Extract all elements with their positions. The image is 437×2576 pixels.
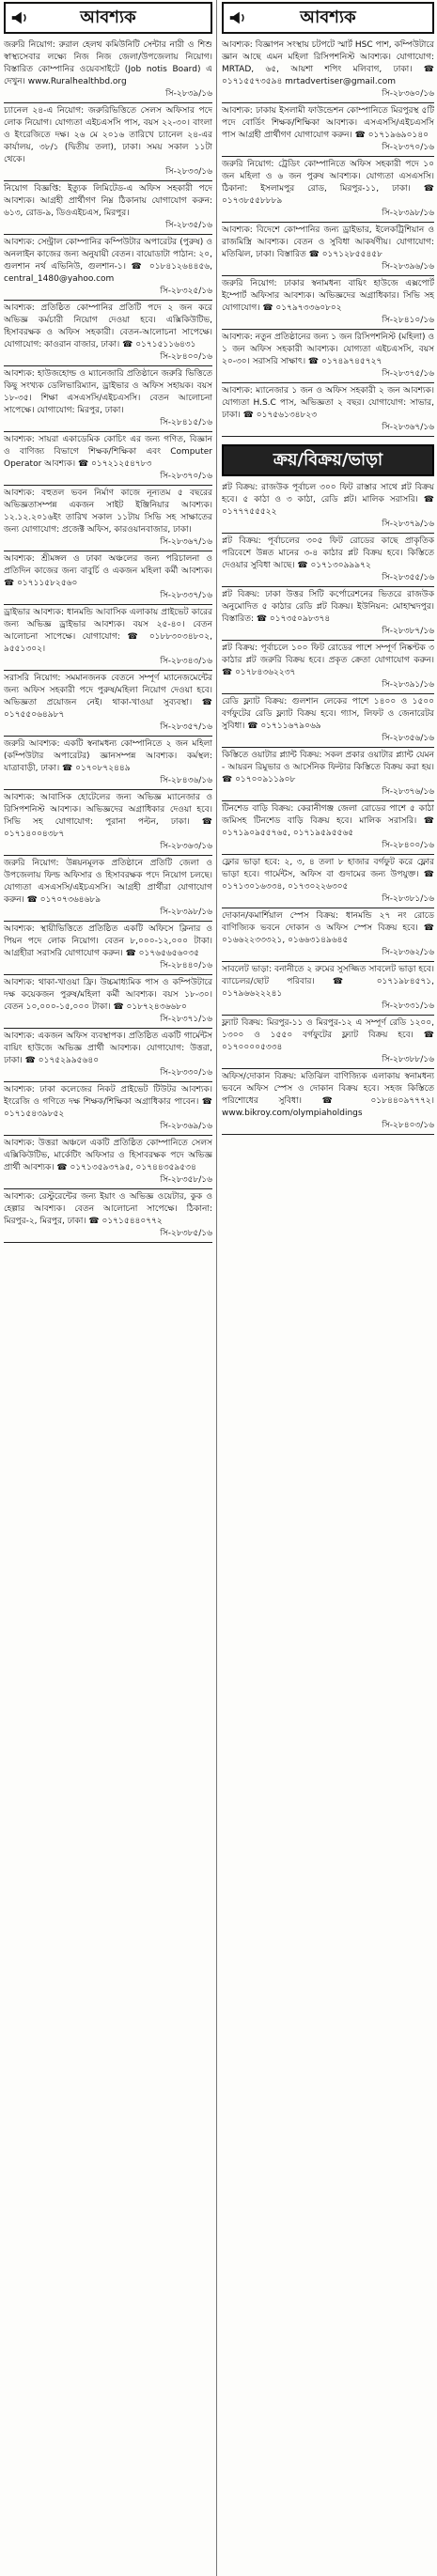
- ad-code: সি-২৮৩৭৬/১৬: [382, 787, 434, 797]
- ad-code: সি-২৮৩৯/১৬: [165, 89, 212, 99]
- megaphone-icon: [9, 8, 30, 28]
- ad-text: আবশ্যক: সেন্ট্রাল কোম্পানির কম্পিউটার অপারেটর (পুরুষ) ও অনলাইন কাজের জন্য অনুযায়ী বেতন। বায়োডাটা পাঠান: ২০, গুলশান নর্থ এভিনিউ, গুলশান-১। ☎ ০১৮৪১২৬৪৪৫৬, central_1480@yahoo.com: [4, 238, 212, 284]
- classified-ad: [4, 1189, 212, 1243]
- classified-ad: [4, 366, 212, 432]
- ad-text: সরাসরি নিয়োগ: সমমানজনক বেতনে সম্পূর্ণ ম্যানেজমেন্টের জন্য অফিস সহকারী পদে পুরুষ/মহিলা নিয়োগ দেওয়া হবে। অভিজ্ঞতা প্রয়োজন নেই। থাকা-খাওয়া সুব্যবস্থা। ☎ ০১৭৫৫০৬৪৯৮৭: [4, 674, 212, 720]
- ad-code: সি-২৮৩৩৭/১৬: [160, 591, 212, 600]
- ad-text: প্লট বিক্রয়: পূর্বাচলের ৩০৫ ফিট রোডের কাছে প্রাকৃতিক পরিবেশে উন্নত মানের ৩-৪ কাঠার প্লট বিক্রয় হবে। কিস্তিতে দেওয়ার সুবিধা আছে। ☎ ০১৭১৩০৯৯৯৭২: [222, 536, 434, 570]
- section-header-wanted-right: [222, 2, 434, 34]
- section-title: আবশ্যক: [300, 7, 356, 27]
- section-header-buy-sell-rent: [222, 444, 434, 476]
- classified-ad: [4, 790, 212, 856]
- ad-text: কিস্তিতে ওয়াটার প্ল্যান্ট বিক্রয়: সকল প্রকার ওয়াটার প্ল্যান্ট যেমন - আয়রন রিমুভার ও আর্সেনিক ফিল্টার কিস্তিতে বিক্রয় করা হয়। ☎ ০১৭০০৯১১৯০৮: [222, 751, 434, 784]
- ad-text: ড্রাইভার আবশ্যক: ধানমন্ডি আবাসিক এলাকায় প্রাইভেট কারের জন্য অভিজ্ঞ ড্রাইভার আবশ্যক। বয়স ২৫-৪০। বেতন আলোচনা সাপেক্ষে। যোগাযোগ: ☎ ০১৮৮৩০৩৪৮০২, ৯৫৫১৩০২।: [4, 608, 212, 654]
- ad-text: আবশ্যক: বিদেশে কোম্পানির জন্য ড্রাইভার, ইলেকট্রিশিয়ান ও রাজমিস্ত্রি আবশ্যক। বেতন ও সুবিধা আকর্ষণীয়। যোগাযোগ: মতিঝিল, ঢাকা। বিস্তারিত ☎ ০১৭১২৮৫৫৪৫৮: [222, 225, 434, 259]
- ad-code: সি-২৮৪৩৬/১৬: [160, 776, 212, 785]
- column-divider: [216, 0, 217, 2576]
- classified-ad: [222, 383, 434, 437]
- classified-ad: [4, 671, 212, 737]
- classified-ad: [222, 330, 434, 383]
- ad-code: সি-২৮৩৩০/১৬: [160, 1068, 212, 1078]
- ad-code: সি-২৮৪১০/১৬: [382, 316, 434, 325]
- classified-list-wanted: [4, 38, 212, 1243]
- ad-code: সি-২৮৪১৫/১৬: [160, 418, 212, 427]
- ad-text: সাবলেট ভাড়া: বনানীতে ২ রুমের সুসজ্জিত সাবলেট ভাড়া হবে। ব্যাচেলর/ছোট পরিবার। ☎ ০১৭১৯৮৪৫৭১, ০১৭৯৬৬২২২৪১: [222, 965, 434, 999]
- ad-code: সি-২৮৩৬৭/১৬: [382, 423, 434, 432]
- ad-code: সি-২৮৩৭০/১৬: [160, 472, 212, 481]
- ad-code: সি-২৮৩৭০/১৬: [382, 143, 434, 152]
- ad-text: আবশ্যক: রেস্টুরেন্টের জন্য ইয়াং ও অভিজ্ঞ ওয়েটার, কুক ও হেল্পার আবশ্যক। বেতন আলোচনা সাপেক্ষে। ঠিকানা: মিরপুর-২, মিরপুর, ঢাকা। ☎ ০১৭১৫৪৪০৭৭২: [4, 1192, 212, 1226]
- right-column: [222, 0, 434, 2576]
- ad-text: আবশ্যক: শ্রীমঙ্গল ও ঢাকা অঞ্চলের জন্য পরিচালনা ও প্রতিদিন কাজের জন্য বাবুর্চি ও একজন মহিলা কর্মী আবশ্যক। ☎ ০১৭১১৫৮২৫৬০: [4, 554, 212, 588]
- ad-code: সি-২৮৪৪০/১৬: [160, 961, 212, 970]
- ad-text: অফিস/দোকান বিক্রয়: মতিঝিল বাণিজ্যিক এলাকায় স্বনামধন্য ভবনে অফিস স্পেস ও দোকান বিক্রয় হবে। সহজ কিস্তিতে পরিশোধের সুবিধা। ☎ ০১৮৪৪০৯৭৭৭২। www.bikroy.com/olympiaholdings: [222, 1072, 434, 1118]
- ad-text: আবশ্যক: বহুতল ভবন নির্মাণ কাজে নূন্যতম ৫ বছরের অভিজ্ঞতাসম্পন্ন একজন সাইট ইঞ্জিনিয়ার আবশ্যক। ১২.১২.২০১৬ইং তারিখ সকাল ১১টায় সিভি সহ সাক্ষাতের জন্য যোগাযোগ: প্রজেক্ট অফিস, কারওয়ানবাজার, ঢাকা।: [4, 489, 212, 535]
- classified-ad: [4, 975, 212, 1029]
- ad-text: প্লট বিক্রয়: রাজউক পূর্বাচল ৩০০ ফিট রাস্তার সাথে প্লট বিক্রয় হবে। ৫ কাঠা ও ৩ কাঠা, রেডি প্লট। মালিক সরাসরি। ☎ ০১৭৭৭৫৫৫২২: [222, 483, 434, 517]
- classified-ad: [4, 103, 212, 181]
- classified-ad: [4, 235, 212, 301]
- ad-code: সি-২৮৩৯৮/১৬: [160, 908, 212, 917]
- classified-ad: [222, 694, 434, 748]
- ad-code: সি-২৮৩৬৩/১৬: [160, 842, 212, 851]
- ad-code: সি-২৮৩৩১/১৬: [382, 1001, 434, 1011]
- ad-code: সি-২৮৩৭৫/১৬: [382, 369, 434, 379]
- ad-code: সি-২৮৩৫৮/১৬: [160, 1175, 212, 1185]
- ad-code: সি-২৮৩২৫/১৬: [160, 287, 212, 296]
- ad-text: আবশ্যক: উত্তরা অঞ্চলে একটি প্রতিষ্ঠিত কোম্পানিতে সেলস এক্সিকিউটিভ, মার্কেটিং অফিসার ও হিসাবরক্ষক পদে অভিজ্ঞ প্রার্থী আবশ্যক। ☎ ০১৭১৩৫৯৩৭৯৫, ০১৭৪৪৩৫৯৫৩৪: [4, 1139, 212, 1172]
- classified-ad: [222, 276, 434, 330]
- ad-code: সি-২৮৩৯৮/১৬: [382, 209, 434, 218]
- classified-ad: [222, 1069, 434, 1135]
- ad-code: সি-২৮৩৩/১৬: [165, 167, 212, 177]
- megaphone-icon: [227, 8, 248, 28]
- ad-text: প্লট বিক্রয়: পূর্বাচলে ১০০ ফিট রোডের পাশে সম্পূর্ণ নিষ্কণ্টক ৩ কাঠার প্লট জরুরি বিক্রয় হবে। প্রকৃত ক্রেতা যোগাযোগ করুন। ☎ ০১৭৮৪৩৬২২৩৭: [222, 644, 434, 677]
- ad-text: আবশ্যক: প্রতিষ্ঠিত কোম্পানির প্রতিটি পদে ২ জন করে অভিজ্ঞ কর্মচারী নিয়োগ দেওয়া হবে। এক্সিকিউটিভ, হিসাবরক্ষক ও অফিস সহকারী। বেতন-আলোচনা সাপেক্ষে। যোগাযোগ: কাওরান বাজার, ঢাকা। ☎ ০১৭১৫১১৬৪৩১: [4, 303, 212, 349]
- ad-text: আবশ্যক: আবাসিক হোটেলের জন্য অভিজ্ঞ ম্যানেজার ও রিসিপশনিস্ট আবশ্যক। অভিজ্ঞদের অগ্রাধিকার দেওয়া হবে। সিভি সহ যোগাযোগ: পুরানা পল্টন, ঢাকা। ☎ ০১৭১৪০০৪৩৮৭: [4, 793, 212, 839]
- ad-code: সি-২৮৩৭১/১৬: [160, 1015, 212, 1024]
- classified-ad: [222, 641, 434, 694]
- ad-text: জরুরি নিয়োগ: ট্রেডিং কোম্পানিতে অফিস সহকারী পদে ১০ জন মহিলা ও ৬ জন পুরুষ আবশ্যক। যোগ্যতা এসএসসি। ঠিকানা: ইসলামপুর রোড, মিরপুর-১১, ঢাকা। ☎ ০১৭৩৮৫৫৮৮৮৯: [222, 160, 434, 206]
- ad-text: জরুরি নিয়োগ: উন্নয়নমূলক প্রতিষ্ঠানে প্রতিটি জেলা ও উপজেলায় ফিল্ড অফিসার ও হিসাবরক্ষক পদে নিয়োগ চলছে। যোগ্যতা এসএসসি/এইচএসসি। আগ্রহী প্রার্থীরা যোগাযোগ করুন। ☎ ০১৭০৭৩৬৪৬৮৯: [4, 859, 212, 905]
- ad-code: সি-২৮৩৪৩/১৬: [160, 657, 212, 666]
- classified-ad: [222, 908, 434, 962]
- classified-ad: [222, 587, 434, 641]
- ad-text: আবশ্যক: ঢাকা কলেজের নিকট প্রাইভেট টিউটর আবশ্যক। ইংরেজি ও গণিতে দক্ষ শিক্ষক/শিক্ষিকা অগ্রাধিকার পাবেন। ☎ ০১৭১৫৪৩৯৮৫২: [4, 1085, 212, 1119]
- classified-ad: [222, 1016, 434, 1069]
- ad-text: দোকান/কমার্শিয়াল স্পেস বিক্রয়: ধানমন্ডি ২৭ নং রোডে বাণিজ্যিক ভবনে দোকান ও অফিস স্পেস বিক্রয় হবে। ☎ ০১৬৬২২৩৩৩২১, ০১৬৬৩১৪৯৬৪৫: [222, 911, 434, 945]
- ad-code: সি-২৮৩৯১/১৬: [382, 680, 434, 690]
- ad-text: জরুরি নিয়োগ: রুরাল হেলথ কমিউনিটি সেন্টার নারী ও শিশু স্বাস্থ্যসেবার লক্ষ্যে নিজ নিজ জেলা/উপজেলায় নিয়োগ। বিস্তারিত কোম্পানির ওয়েবসাইটে (Job notis Board) এ দেখুন। www.Ruralhealthbd.org: [4, 40, 212, 86]
- ad-code: সি-২৮৩৫৭/১৬: [160, 722, 212, 732]
- ad-code: সি-২৮৩৫৫/১৬: [382, 573, 434, 582]
- ad-code: সি-২৮৩৬০/১৬: [382, 89, 434, 99]
- ad-text: টিনশেড বাড়ি বিক্রয়: কেরানীগঞ্জ জেলা রোডের পাশে ৫ কাঠা জমিসহ টিনশেড বাড়ি বিক্রয় হবে। মালিক সরাসরি। ☎ ০১৭১৯০৯৫৫৭৬৫, ০১৭১৯৫৯৫৫৬৫: [222, 804, 434, 838]
- ad-text: আবশ্যক: স্থায়ীভিত্তিতে প্রতিষ্ঠিত একটি অফিসে ক্লিনার ও পিয়ন পদে লোক নিয়োগ। বেতন ৮,০০০-১২,০০০ টাকা। আগ্রহীরা সরাসরি যোগাযোগ করুন। ☎ ০১৭৬৫৬৫৬০৩৫: [4, 924, 212, 958]
- ad-text: আবশ্যক: নতুন প্রতিষ্ঠানের জন্য ১ জন রিসিপশনিস্ট (মহিলা) ও ১ জন অফিস সহকারী আবশ্যক। যোগ্যতা এইচএসসি, বয়স ২০-৩০। সরাসরি সাক্ষাৎ। ☎ ০১৭৪৯৭৪৫৭২৭: [222, 333, 434, 366]
- classified-ad: [4, 1082, 212, 1136]
- ad-text: রেডি ফ্ল্যাট বিক্রয়: গুলশান লেকের পাশে ১৪০০ ও ১৫০০ বর্গফুটের রেডি ফ্ল্যাট বিক্রয় হবে। গ্যাস, লিফট ও জেনারেটর সুবিধা। ☎ ০১৭১১৬৭৯০৬৯: [222, 697, 434, 731]
- ad-text: নিয়োগ বিজ্ঞপ্তি: ইত্যুক লিমিটেড-এ অফিস সহকারী পদে আবশ্যক। আগ্রহী প্রার্থীগণ নিম্ন ঠিকানায় যোগাযোগ করুন: ৬১৩, রোড-৯, ডিওএইচএস, মিরপুর।: [4, 184, 212, 218]
- ad-code: সি-২৮৪০০/১৬: [382, 841, 434, 850]
- ad-text: আবশ্যক: ম্যানেজার ১ জন ও অফিস সহকারী ২ জন আবশ্যক। যোগ্যতা H.S.C পাস, অভিজ্ঞতা ২ বছর। যোগাযোগ: সাভার, ঢাকা। ☎ ০১৭৫৬১৩৪৮২৩: [222, 386, 434, 420]
- classified-ad: [4, 301, 212, 366]
- classified-ad: [222, 157, 434, 223]
- classified-ad: [222, 38, 434, 103]
- classified-ad: [4, 432, 212, 486]
- ad-code: সি-২৮৩৮১/১৬: [382, 894, 434, 904]
- ad-text: ফ্লোর ভাড়া হবে: ২, ৩, ৪ তলা ৮ হাজার বর্গফুট করে ফ্লোর ভাড়া হবে। গার্মেন্টস, অফিস বা গুদামের জন্য উপযুক্ত। ☎ ০১৭১৩০১৬৩৩৪, ০১৭৩০২২৬৩০৫: [222, 858, 434, 892]
- ad-text: চ্যানেল ২৪-এ নিয়োগ: জরুরিভিত্তিতে সেলস অফিসার পদে লোক নিয়োগ। যোগ্যতা এইচএসসি পাস, বয়স ২২-৩০। বাংলা ও ইংরেজিতে দক্ষ। ২৬ মে ২০১৬ তারিখে চ্যানেল ২৪-এর কার্যালয়, ৩৮/১ (দ্বিতীয় তলা), ঢাকা। সময় সকাল ১১টা থেকে।: [4, 106, 212, 164]
- ad-code: সি-২৮৪০৩/১৬: [382, 1121, 434, 1130]
- classified-ad: [4, 551, 212, 605]
- classified-list-wanted-right: [222, 38, 434, 437]
- classified-ad: [4, 181, 212, 235]
- ad-text: জরুরি আবশ্যক: একটি স্বনামধন্য কোম্পানিতে ২ জন মহিলা (কম্পিউটার অপারেটর) জ্ঞানসম্পন্ন আবশ্যক। কর্মস্থল: যাত্রাবাড়ী, ঢাকা। ☎ ০১৭০৮৭২৪৪৯: [4, 739, 212, 773]
- ad-text: আবশ্যক: সায়রা একাডেমিক কোচিং এর জন্য গণিত, বিজ্ঞান ও বাণিজ্য বিভাগে শিক্ষক/শিক্ষিকা এবং Computer Operator আবশ্যক। ☎ ০১৭২১২৫৪৭৮৩: [4, 435, 212, 469]
- ad-code: সি-২৮৩৫৬/১৬: [382, 734, 434, 743]
- ad-code: সি-২৮৩৭৯/১৬: [382, 520, 434, 529]
- ad-code: সি-২৮৩৯৬/১৬: [382, 262, 434, 272]
- ad-text: আবশ্যক: বিজ্ঞাপন সংস্থায় চটপটে স্মার্ট HSC পাশ, কম্পিউটারে জ্ঞান আছে এমন মহিলা রিসিপশনিস্ট আবশ্যক। যোগাযোগ: MRTAD, ৬৫, আয়শা শপিং মলিবাগ, ঢাকা। ☎ ০১৭১৫৫৭৩৫৯৪ mrtadvertiser@gmail.com: [222, 40, 434, 86]
- classified-ad: [4, 737, 212, 790]
- ad-text: আবশ্যক: হাউজহোল্ড ও ম্যানেজারি প্রতিষ্ঠানে জরুরি ভিত্তিতে কিছু সংখ্যক ডেলিভারিম্যান, ড্রাইভার ও অফিস সহায়ক। বয়স ১৮-৩৫। শিক্ষা এসএসসি/এইচএসসি। বেতন আলোচনা সাপেক্ষে। যোগাযোগ: মিরপুর, ঢাকা।: [4, 369, 212, 415]
- classified-ad: [4, 1029, 212, 1082]
- ad-code: সি-২৮৪০০/১৬: [160, 352, 212, 362]
- ad-text: আবশ্যক: থাকা-খাওয়া ফ্রি। উচ্চমাধ্যমিক পাস ও কম্পিউটারে দক্ষ কয়েকজন পুরুষ/মহিলা কর্মী আবশ্যক। বয়স ১৮-৩০। বেতন ১০,০০০-১৫,০০০ টাকা। ☎ ০১৮৭২৪৩৬৬৮০: [4, 978, 212, 1012]
- section-title: ক্রয়/বিক্রয়/ভাড়া: [273, 449, 383, 470]
- left-column: [4, 0, 212, 2576]
- classified-ad: [222, 534, 434, 587]
- classified-ad: [4, 486, 212, 551]
- classified-ad: [222, 855, 434, 908]
- classified-ad: [222, 801, 434, 855]
- classified-ad: [222, 480, 434, 534]
- classified-ad: [222, 748, 434, 801]
- ad-code: সি-২৮৩৮৭/১৬: [382, 627, 434, 636]
- classified-list-buy-sell-rent: [222, 480, 434, 1135]
- classified-ad: [4, 605, 212, 671]
- ad-text: আবশ্যক: ঢাকায় ইসলামী ফাউন্ডেশন কোম্পানিতে মিরপুরস্থ ৫টি পদে বোর্ডিং শিক্ষক/শিক্ষিকা আবশ্যক। এসএসসি/এইচএসসি পাস আগ্রহী প্রার্থীগণ যোগাযোগ করুন। ☎ ০১৭১৯৬৯০১৪০: [222, 106, 434, 140]
- classified-ad: [4, 922, 212, 975]
- ad-text: ফ্ল্যাট বিক্রয়: মিরপুর-১১ ও মিরপুর-১২ এ সম্পূর্ণ রেডি ১২০০, ১৩০০ ও ১৫৫০ বর্গফুটের ফ্ল্যাট বিক্রয় হবে। ☎ ০১৭০০০০৫৩৩৪: [222, 1018, 434, 1052]
- ad-code: সি-২৮৩৫/১৬: [165, 221, 212, 230]
- section-header-wanted: [4, 2, 212, 34]
- ad-text: আবশ্যক: একজন অফিস ব্যবস্থাপক। প্রতিষ্ঠিত একটি গার্মেন্টস বায়িং হাউজে অভিজ্ঞ প্রার্থী আবশ্যক। যোগাযোগ: উত্তরা, ঢাকা। ☎ ০১৭৫২৯৯৫৬৪০: [4, 1032, 212, 1065]
- classified-ad: [4, 856, 212, 922]
- classified-ad: [222, 103, 434, 157]
- classified-ad: [222, 223, 434, 276]
- classified-ad: [222, 962, 434, 1016]
- ad-code: সি-২৮৩৬৯/১৬: [160, 1122, 212, 1131]
- ad-code: সি-২৮৩৬২/১৬: [382, 948, 434, 957]
- ad-text: জরুরি নিয়োগ: ঢাকার স্বনামধন্য বায়িং হাউজে এক্সপোর্ট ইম্পোর্ট অফিসার আবশ্যক। অভিজ্ঞদের অগ্রাধিকার। সিভি সহ যোগাযোগ। ☎ ০১৭৯৭৩৩৬০৮০২: [222, 279, 434, 313]
- ad-code: সি-২৮৩৮৮/১৬: [382, 1055, 434, 1064]
- classified-ad: [4, 1136, 212, 1189]
- ad-code: সি-২৮৩৬৭/১৬: [160, 537, 212, 547]
- ad-code: সি-২৮৩৮৫/১৬: [160, 1229, 212, 1238]
- ad-text: প্লট বিক্রয়: ঢাকা উত্তর সিটি কর্পোরেশনের ভিতরে রাজউক অনুমোদিত ৫ কাঠার রেডি প্লট বিক্রয়। ইউনিয়ন: মোহাম্মদপুর। বিস্তারিত: ☎ ০১৭৩৫০৯৮৩৭৪: [222, 590, 434, 624]
- classified-ad: [4, 38, 212, 103]
- section-title: আবশ্যক: [80, 7, 136, 27]
